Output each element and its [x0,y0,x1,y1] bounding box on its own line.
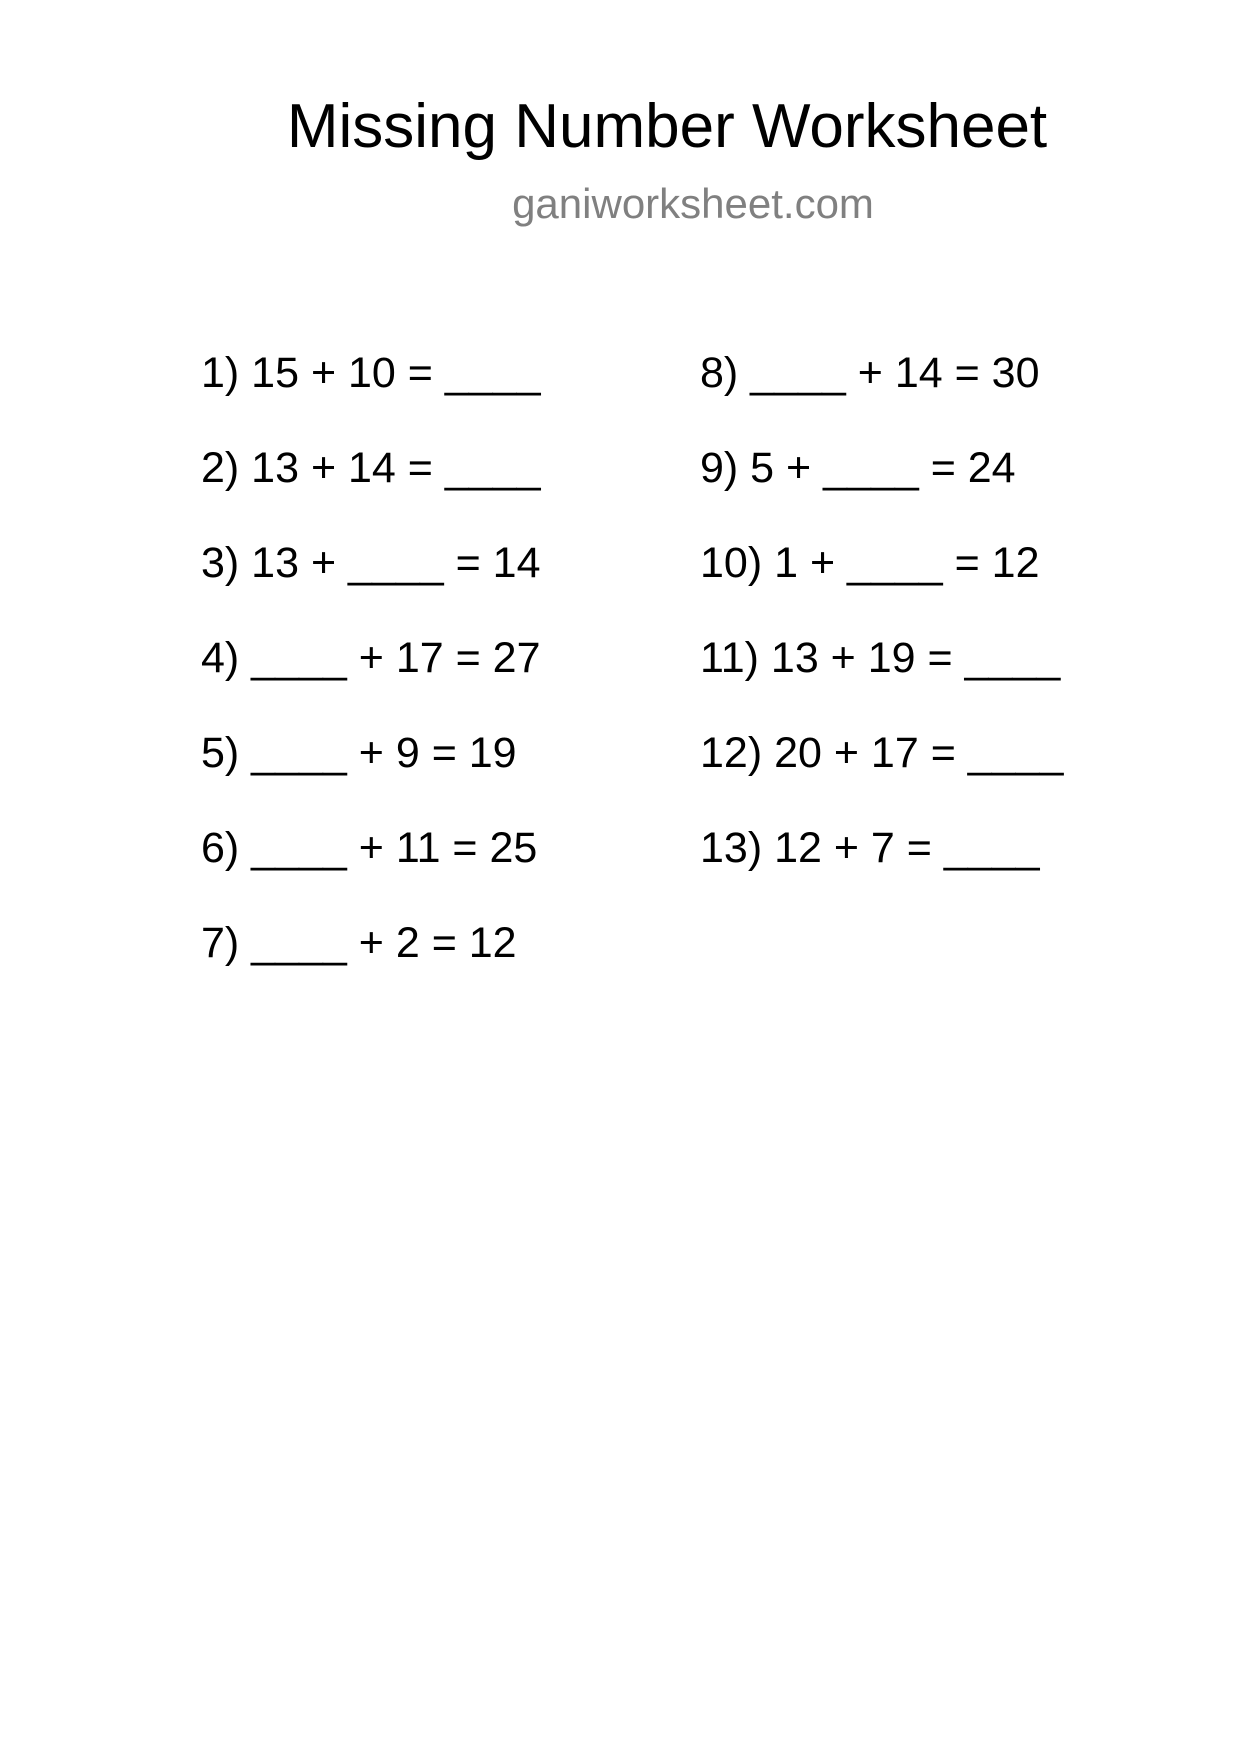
problems-left-column [201,349,541,1017]
problem-8: 8) ____ + 14 = 30 [700,349,1040,397]
website-label: ganiworksheet.com [512,180,874,227]
problem-3: 3) 13 + ____ = 14 [201,539,541,587]
problems-right-column [700,349,1064,922]
problem-10: 10) 1 + ____ = 12 [700,539,1040,587]
worksheet-title: Missing Number Worksheet [286,92,1048,161]
problem-13: 13) 12 + 7 = ____ [700,824,1040,872]
problem-6: 6) ____ + 11 = 25 [201,824,538,872]
problem-2: 2) 13 + 14 = ____ [201,444,541,492]
problem-9: 9) 5 + ____ = 24 [700,444,1016,492]
problem-12: 12) 20 + 17 = ____ [700,729,1064,777]
problem-4: 4) ____ + 17 = 27 [201,634,541,682]
problem-11: 11) 13 + 19 = ____ [700,634,1061,682]
problem-1: 1) 15 + 10 = ____ [201,349,541,397]
problem-7: 7) ____ + 2 = 12 [201,919,517,967]
problem-5: 5) ____ + 9 = 19 [201,729,517,777]
